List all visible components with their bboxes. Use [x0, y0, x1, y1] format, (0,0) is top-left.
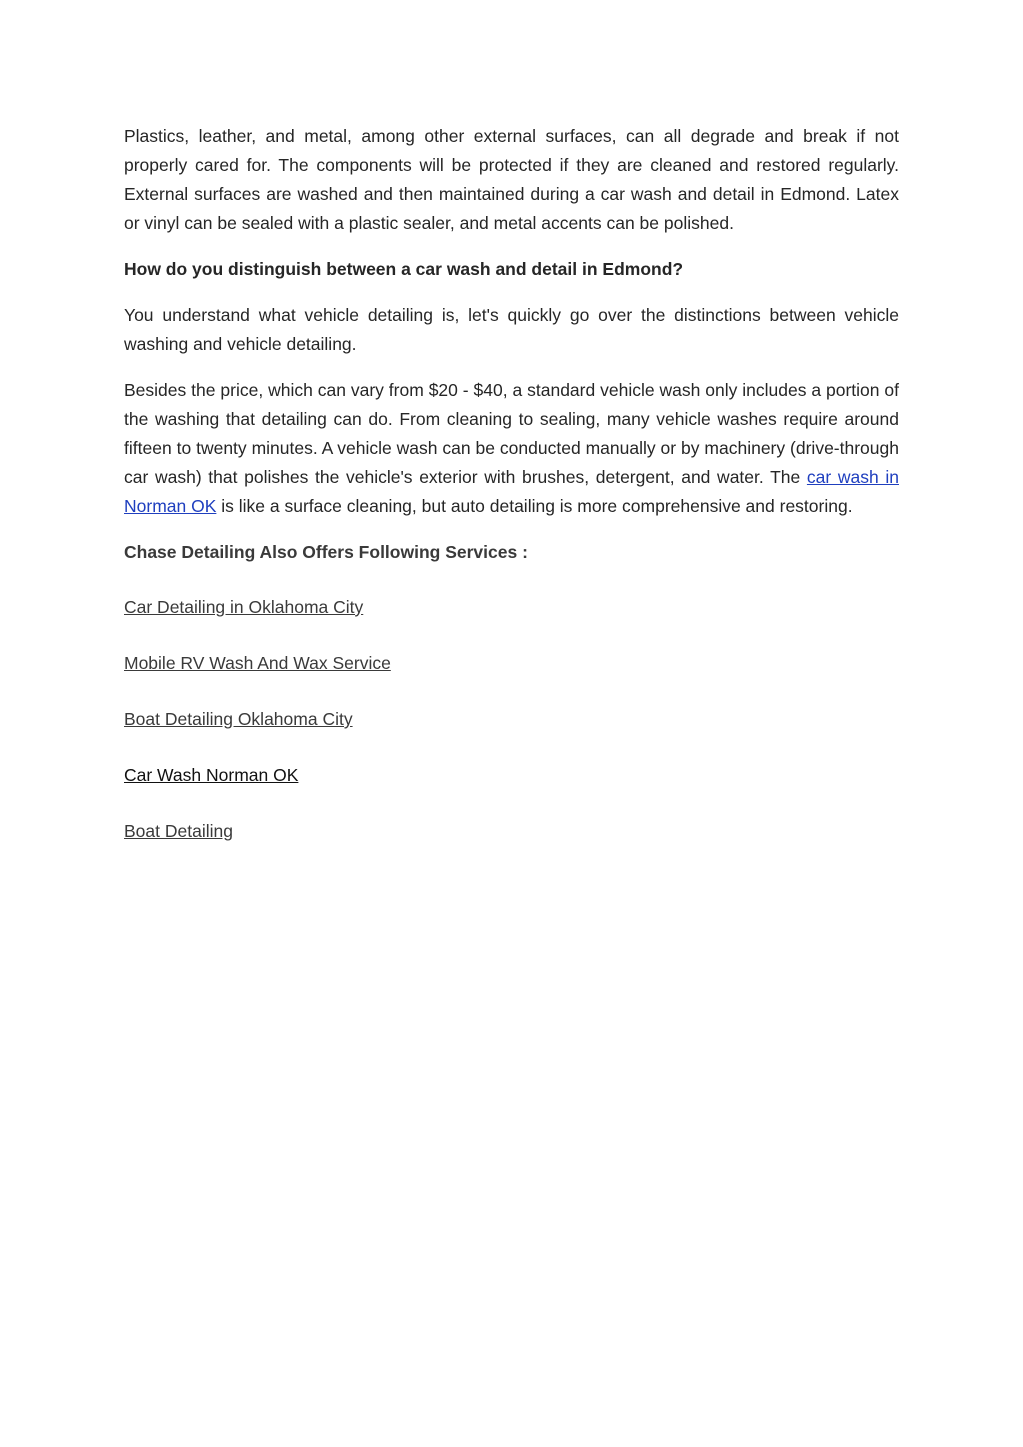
list-item — [124, 593, 899, 622]
list-item — [124, 761, 899, 790]
paragraph-distinctions: You understand what vehicle detailing is, let's quickly go over the distinctions between vehicle washing and vehicle detailing. — [124, 305, 899, 354]
document-page — [124, 122, 899, 873]
services-list — [124, 593, 899, 846]
paragraph-surfaces: Plastics, leather, and metal, among other external surfaces, can all degrade and break if not properly cared for. The components will be protected if they are cleaned and restored regularly. External surfaces are washed and then maintained during a car wash and detail in Edmond. Latex or vinyl can be sealed with a plastic sealer, and metal accents can be polished. — [124, 126, 899, 233]
service-link-boat-detailing-okc[interactable]: Boat Detailing Oklahoma City — [124, 709, 353, 729]
paragraph-price-text-after: is like a surface cleaning, but auto detailing is more comprehensive and restoring. — [216, 496, 853, 516]
service-link-car-detailing-okc[interactable]: Car Detailing in Oklahoma City — [124, 597, 364, 617]
paragraph-price-text-before: Besides the price, which can vary from $20 - $40, a standard vehicle wash only includes a portion of the washing that detailing can do. From cleaning to sealing, many vehicle washes require around fifteen to twenty minutes. A vehicle wash can be conducted manually or by machinery (drive-through car wash) that polishes the vehicle's exterior with brushes, detergent, and water. The — [124, 380, 899, 487]
list-item — [124, 649, 899, 678]
service-link-mobile-rv-wash[interactable]: Mobile RV Wash And Wax Service — [124, 653, 391, 673]
car-wash-norman-inline-link[interactable]: car wash in Norman OK — [124, 467, 899, 516]
paragraph-price — [124, 376, 899, 521]
list-item — [124, 705, 899, 734]
heading-distinguish: How do you distinguish between a car wash and detail in Edmond? — [124, 259, 684, 279]
heading-services: Chase Detailing Also Offers Following Services : — [124, 542, 528, 562]
service-link-boat-detailing[interactable]: Boat Detailing — [124, 821, 233, 841]
list-item — [124, 817, 899, 846]
service-link-car-wash-norman[interactable]: Car Wash Norman OK — [124, 765, 299, 785]
